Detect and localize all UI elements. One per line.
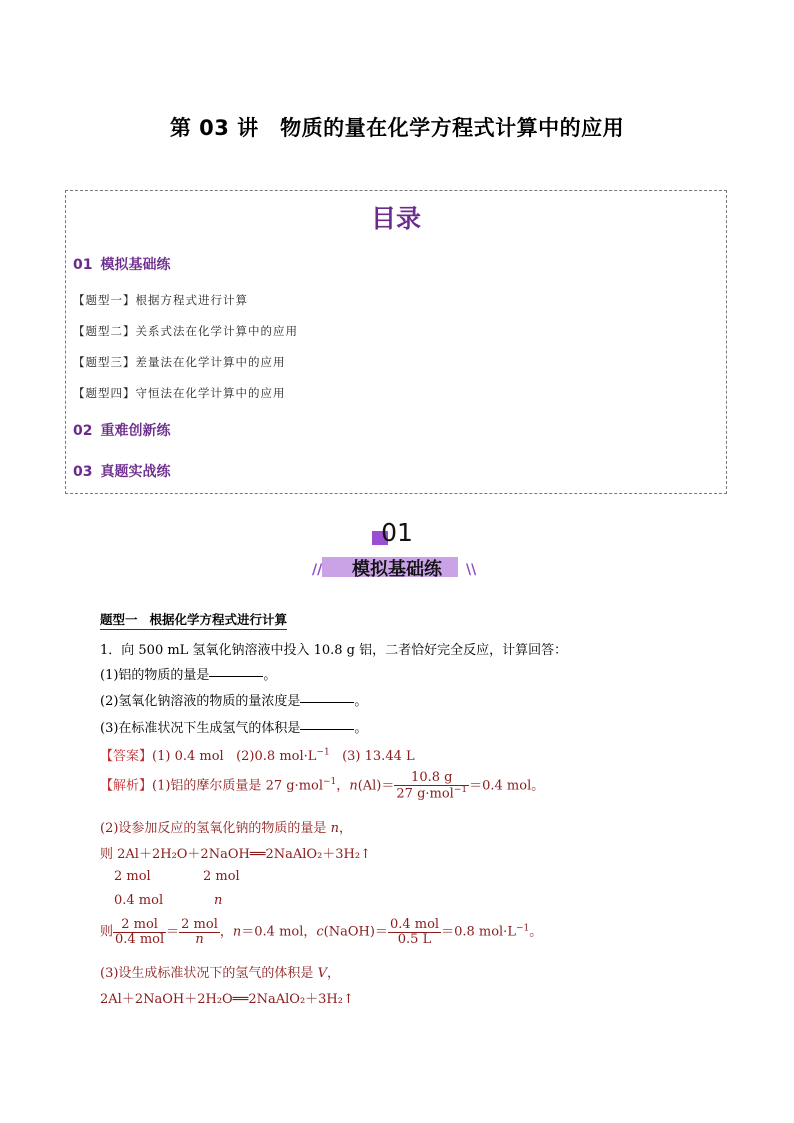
- answer-tag: 【答案】: [100, 749, 153, 764]
- toc-subitem-3[interactable]: 【题型三】差量法在化学计算中的应用: [73, 355, 286, 369]
- answer-blank: [300, 701, 354, 703]
- toc-section-01[interactable]: 01 模拟基础练: [73, 257, 171, 273]
- question-part-2: (2)氢氧化钠溶液的物质的量浓度是 。: [100, 694, 368, 709]
- toc-section-03[interactable]: 03 真题实战练: [73, 464, 171, 480]
- calculation-line: 则 $\frac{\text{2 mol}}{\text{0.4 mol}}$ ＝ $\frac{\text{2 mol}}{n}$ ，n＝0.4 mol，c(NaOH)＝ $\frac{\text{0.4 mol}}{0.5 L}$ ＝0.8 $mol\cdot L^{-1}$。: [100, 917, 543, 947]
- page-title: 第 03 讲 物质的量在化学方程式计算中的应用: [169, 116, 625, 140]
- analysis-line-1: 【解析】(1)铝的摩尔质量是 27 g·mol$^{-1}$，n(Al)＝ $\frac{10.8 g}{27 g\cdot mol^{-1}}$ ＝0.4 mol。: [100, 770, 545, 801]
- fraction: $\frac{\text{0.4 mol}}{0.5 L}$: [389, 917, 440, 947]
- toc-section-02[interactable]: 02 重难创新练: [73, 423, 171, 439]
- ratio-row-2-b: n: [214, 893, 223, 908]
- equation-2: 2Al＋2NaOH＋2H₂O══2NaAlO₂＋3H₂↑: [100, 992, 354, 1007]
- answer-line: 【答案】(1) 0.4 mol (2)0.8 $mol\cdot L^{-1}$ (3) 13.44 L: [100, 747, 415, 764]
- fraction: $\frac{\text{2 mol}}{\text{0.4 mol}}$: [115, 917, 165, 947]
- analysis-line-3: (3)设生成标准状况下的氢气的体积是 V，: [100, 966, 340, 981]
- banner-label: 模拟基础练: [352, 559, 442, 580]
- analysis-line-2: (2)设参加反应的氢氧化钠的物质的量是 n，: [100, 821, 352, 836]
- ratio-row-2: 0.4 mol: [114, 893, 164, 908]
- fraction: $\frac{10.8 g}{27 g\cdot mol^{-1}}$: [396, 770, 468, 801]
- question-part-1: (1)铝的物质的量是 。: [100, 668, 277, 683]
- question-type-heading: 题型一 根据化学方程式进行计算: [100, 610, 287, 630]
- analysis-tag: 【解析】: [100, 778, 153, 794]
- toc-heading: 目录: [370, 204, 421, 233]
- ratio-row-1: 2 mol: [114, 869, 151, 884]
- table-of-contents: [65, 190, 727, 494]
- toc-subitem-1[interactable]: 【题型一】根据方程式进行计算: [73, 293, 248, 307]
- toc-subitem-4[interactable]: 【题型四】守恒法在化学计算中的应用: [73, 386, 286, 400]
- fraction: $\frac{\text{2 mol}}{n}$: [181, 917, 218, 947]
- question-part-3: (3)在标准状况下生成氢气的体积是 。: [100, 721, 368, 736]
- answer-blank: [209, 675, 263, 677]
- banner-left-slash: //: [312, 562, 323, 578]
- banner-number: 01: [381, 518, 413, 547]
- question-stem: 1．向 500 mL 氢氧化钠溶液中投入 10.8 g 铝，二者恰好完全反应，计算回答：: [100, 643, 568, 658]
- toc-subitem-2[interactable]: 【题型二】关系式法在化学计算中的应用: [73, 324, 298, 338]
- equation-1: 则 2Al＋2H₂O＋2NaOH══2NaAlO₂＋3H₂↑: [100, 847, 372, 862]
- ratio-row-1-b: 2 mol: [203, 869, 240, 884]
- answer-blank: [300, 728, 354, 730]
- banner-right-slash: \\: [466, 562, 477, 578]
